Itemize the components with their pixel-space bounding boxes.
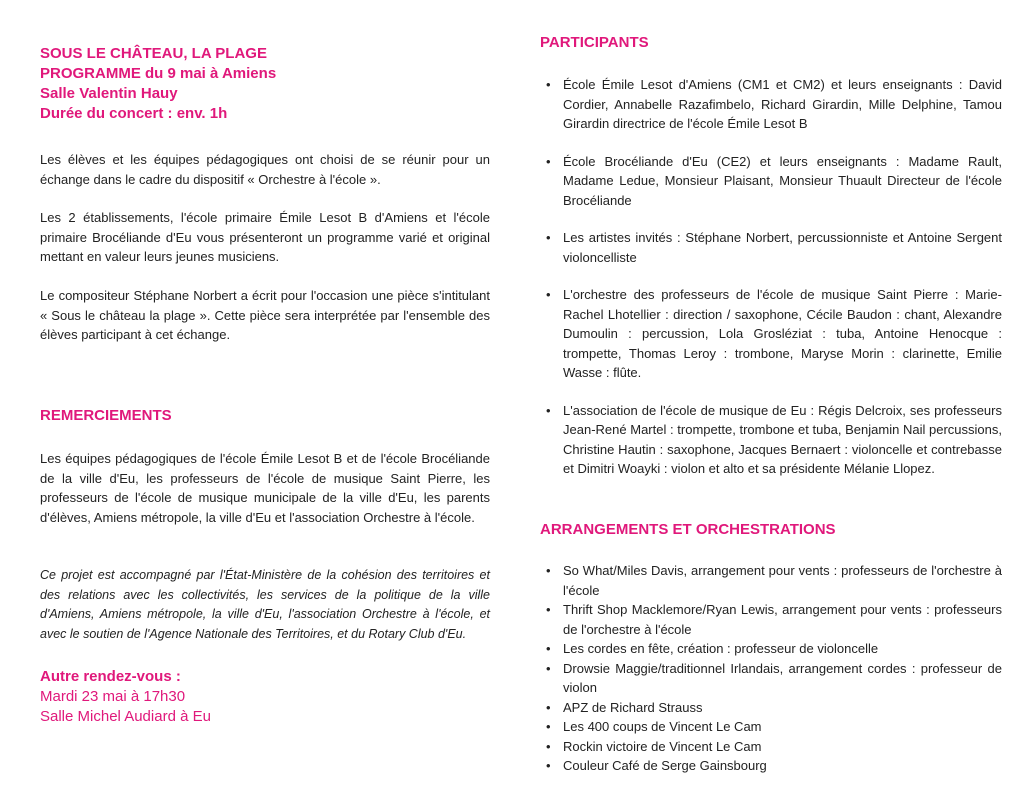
list-item: • École Brocéliande d'Eu (CE2) et leurs enseignants : Madame Rault, Madame Ledue, Monsieur Plaisant, Monsieur Thuault Directeur de l'école Brocéliande: [540, 152, 1002, 211]
autre-date: Mardi 23 mai à 17h30: [40, 688, 186, 705]
list-item: • L'orchestre des professeurs de l'école de musique Saint Pierre : Marie-Rachel Lhotellier : direction / saxophone, Cécile Baudon : chant, Alexandre Dumoulin : percussion, Lola Grosléziat : tuba, Antoine Henocque : trompette, Thomas Leroy : trombone, Maryse Morin : clarinette, Emilie Wasse : flûte.: [540, 285, 1002, 383]
arrangements-title: ARRANGEMENTS ET ORCHESTRATIONS: [540, 521, 836, 538]
header-program-date: PROGRAMME du 9 mai à Amiens: [40, 65, 277, 82]
support-statement: Ce projet est accompagné par l'État-Ministère de la cohésion des territoires et des relations avec les collectivités, les services de la politique de la ville d'Amiens, Amiens métropole, la ville d'Eu, l'association Orchestre à l'école, et avec le soutien de l'Agence Nationale des Territoires, et du Rotary Club d'Eu.: [40, 568, 490, 641]
participants-title: PARTICIPANTS: [540, 34, 649, 51]
autre-rendez-vous: [40, 667, 211, 727]
participants-list: [540, 75, 1002, 497]
intro-paragraph-3: Le compositeur Stéphane Norbert a écrit pour l'occasion une pièce s'intitulant « Sous le château la plage ». Cette pièce sera interprétée par l'ensemble des élèves participant à cet échange.: [40, 288, 490, 342]
header-venue: Salle Valentin Hauy: [40, 85, 178, 102]
list-item: • Thrift Shop Macklemore/Ryan Lewis, arrangement pour vents : professeurs de l'orchestre à l'école: [540, 600, 1002, 639]
list-item: • APZ de Richard Strauss: [540, 698, 1002, 718]
list-item: • Drowsie Maggie/traditionnel Irlandais, arrangement cordes : professeur de violon: [540, 659, 1002, 698]
program-header: [40, 44, 276, 124]
list-item: • L'association de l'école de musique de Eu : Régis Delcroix, ses professeurs Jean-René Martel : trompette, trombone et tuba, Benjamin Nail percussions, Christine Hautin : saxophone, Jacques Bernaert : violoncelle et contrebasse et Dimitri Woayki : violon et alto et sa présidente Mélanie Llopez.: [540, 401, 1002, 479]
list-item: • Les artistes invités : Stéphane Norbert, percussionniste et Antoine Sergent violoncelliste: [540, 228, 1002, 267]
list-item: • École Émile Lesot d'Amiens (CM1 et CM2) et leurs enseignants : David Cordier, Annabelle Razafimbelo, Richard Girardin, Mille Delphine, Tamou Girardin directrice de l'école Émile Lesot B: [540, 75, 1002, 134]
header-duration: Durée du concert : env. 1h: [40, 105, 228, 122]
autre-title: Autre rendez-vous :: [40, 668, 181, 685]
intro-paragraph-2: Les 2 établissements, l'école primaire Émile Lesot B d'Amiens et l'école primaire Brocéliande d'Eu vous présenteront un programme varié et original mettant en valeur leurs jeunes musiciens.: [40, 210, 490, 264]
header-title: SOUS LE CHÂTEAU, LA PLAGE: [40, 45, 267, 62]
list-item: • So What/Miles Davis, arrangement pour vents : professeurs de l'orchestre à l'école: [540, 561, 1002, 600]
list-item: • Couleur Café de Serge Gainsbourg: [540, 756, 1002, 776]
list-item: • Rockin victoire de Vincent Le Cam: [540, 737, 1002, 757]
remerciements-text: Les équipes pédagogiques de l'école Émile Lesot B et de l'école Brocéliande de la ville d'Eu, les professeurs de l'école de musique Saint Pierre, les professeurs de l'école de musique municipale de la ville d'Eu, les parents d'élèves, Amiens métropole, la ville d'Eu et l'association Orchestre à l'école.: [40, 451, 490, 525]
list-item: • Les 400 coups de Vincent Le Cam: [540, 717, 1002, 737]
arrangements-list: [540, 561, 1002, 776]
list-item: • Les cordes en fête, création : professeur de violoncelle: [540, 639, 1002, 659]
autre-place: Salle Michel Audiard à Eu: [40, 708, 211, 725]
intro-paragraph-1: Les élèves et les équipes pédagogiques ont choisi de se réunir pour un échange dans le cadre du dispositif « Orchestre à l'école ».: [40, 152, 490, 187]
remerciements-title: REMERCIEMENTS: [40, 407, 172, 424]
